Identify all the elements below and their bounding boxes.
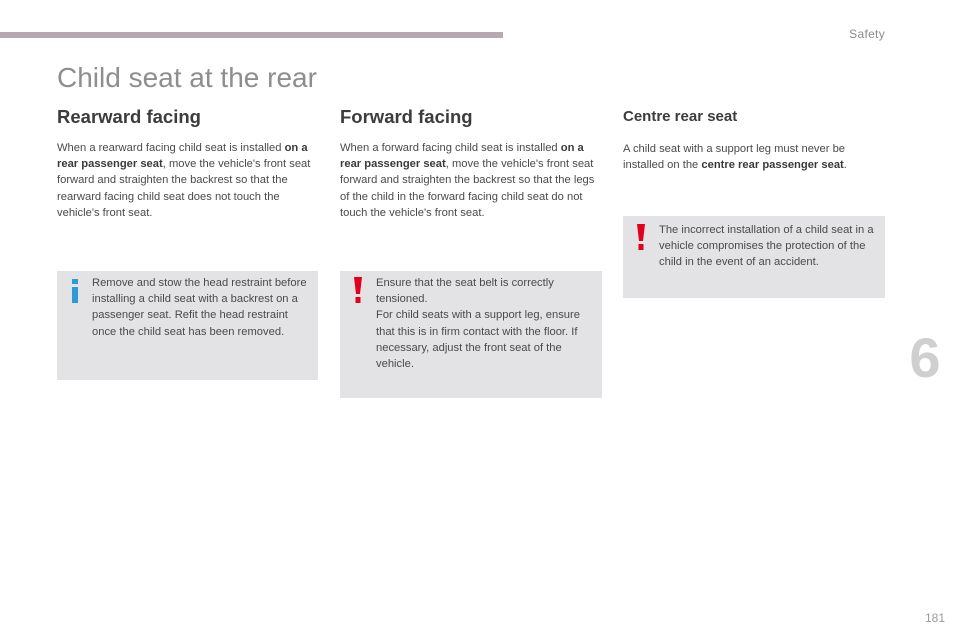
- paragraph-text: When a rearward facing child seat is installed: [57, 142, 285, 154]
- paragraph-text: .: [843, 159, 847, 172]
- rearward-facing-section: [57, 106, 319, 221]
- paragraph-text: A child seat with a support leg must never be installed on the: [623, 143, 846, 172]
- section-paragraph: [623, 141, 885, 173]
- info-icon: [70, 279, 80, 303]
- info-note-box: [57, 271, 318, 380]
- warning-icon: [636, 224, 646, 250]
- note-line: For child seats with a support leg, ensure that this is in firm contact with the floor. If necessary, adjust the front seat of the vehicle.: [376, 309, 580, 371]
- warning-icon: [353, 277, 363, 303]
- section-paragraph: [340, 140, 602, 221]
- note-text: [92, 275, 314, 340]
- warning-note-box: [623, 216, 885, 298]
- forward-facing-section: [340, 106, 602, 221]
- page-title: Child seat at the rear: [57, 62, 317, 93]
- chapter-number: 6: [909, 326, 941, 389]
- section-paragraph: [57, 140, 319, 221]
- paragraph-text: When a forward facing child seat is installed: [340, 142, 561, 154]
- warning-note-box: [340, 271, 602, 398]
- page-number: 181: [924, 611, 945, 625]
- paragraph-text: , move the vehicle's front seat forward and straighten the backrest so that the legs of the child in the forward facing child seat do not touch the vehicle's front seat.: [340, 158, 595, 219]
- section-heading: Rearward facing: [57, 106, 201, 127]
- section-heading: Centre rear seat: [623, 108, 738, 125]
- note-line: Ensure that the seat belt is correctly tensioned.: [376, 277, 554, 306]
- section-label: Safety: [849, 27, 885, 41]
- centre-rear-seat-section: [623, 106, 885, 173]
- paragraph-text: , move the vehicle's front seat forward and straighten the backrest so that the rearward facing child seat does not touch the vehicle's front seat.: [57, 158, 311, 219]
- note-text: [376, 275, 598, 372]
- note-text: [659, 222, 881, 271]
- paragraph-emphasis: on a rear passenger seat: [340, 142, 584, 171]
- paragraph-emphasis: on a rear passenger seat: [57, 142, 308, 171]
- note-line: Remove and stow the head restraint before installing a child seat with a backrest on a passenger seat. Refit the head restraint once the child seat has been removed.: [92, 277, 307, 338]
- section-heading: Forward facing: [340, 106, 473, 127]
- paragraph-emphasis: centre rear passenger seat: [701, 159, 844, 172]
- note-line: The incorrect installation of a child seat in a vehicle compromises the protection of the child in the event of an accident.: [659, 224, 874, 269]
- section-accent-bar: [0, 32, 503, 38]
